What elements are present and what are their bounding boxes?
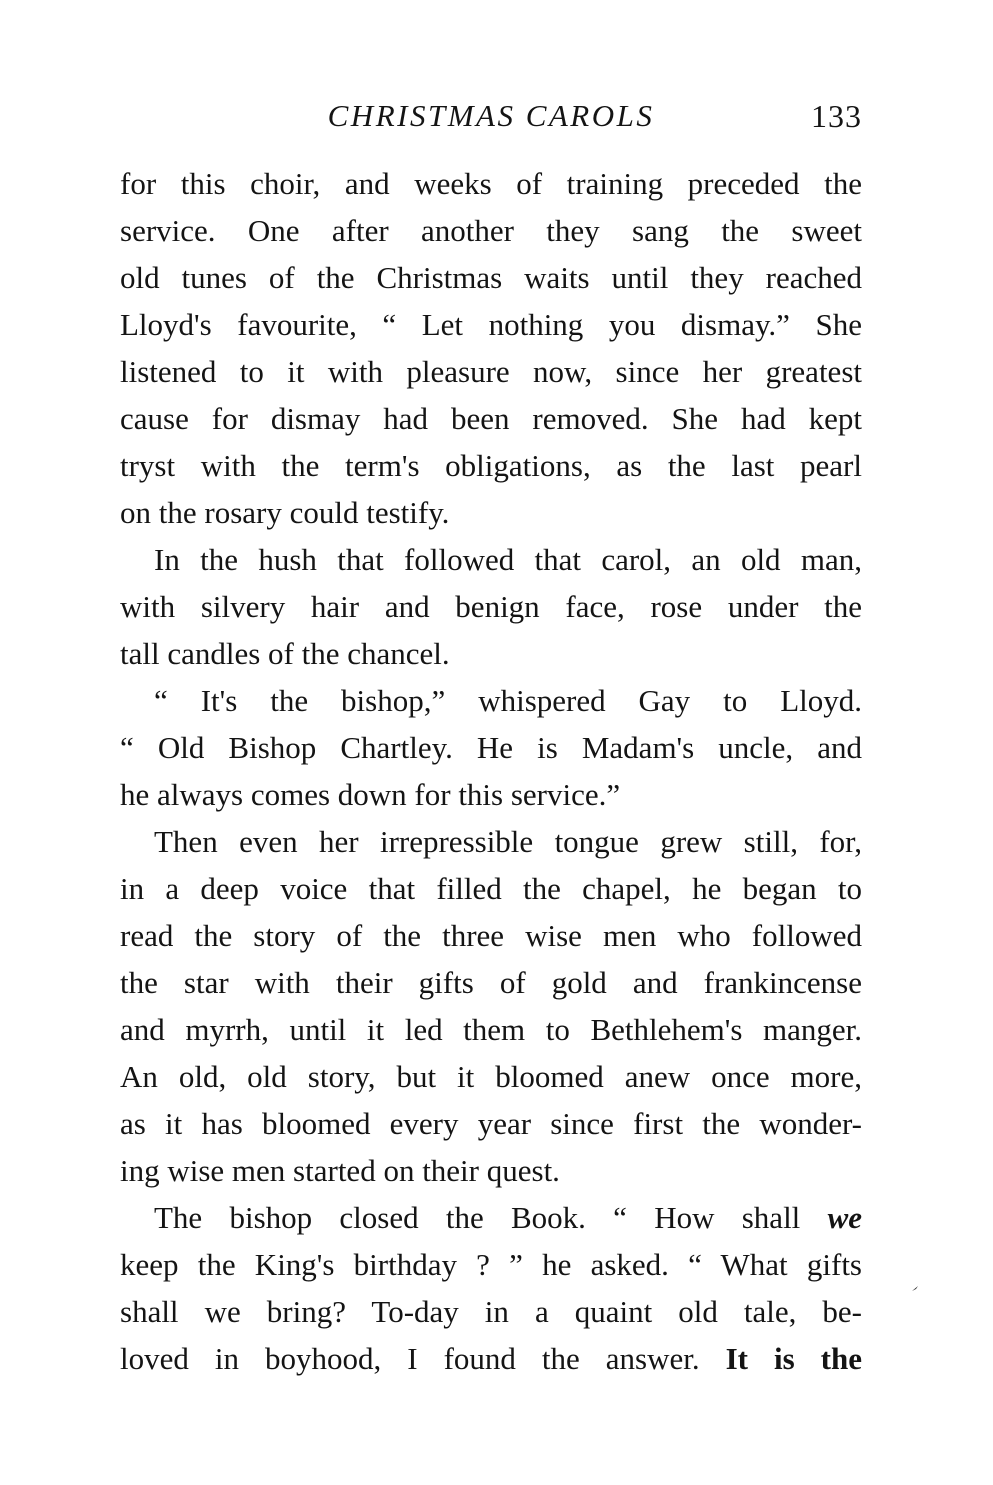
text-run: loved in boyhood, I found the answer. — [120, 1341, 726, 1376]
paragraph — [120, 1194, 862, 1382]
page-number: 133 — [811, 98, 862, 134]
paragraph — [120, 677, 862, 818]
text-line: Then even her irrepressible tongue grew still, for, — [154, 824, 862, 859]
text-run: The bishop closed the Book. “ How shall — [154, 1200, 828, 1235]
body-text — [120, 160, 862, 1382]
emphasized-word: we — [827, 1200, 862, 1235]
text-line: Lloyd's favourite, “ Let nothing you dismay.” She — [120, 307, 862, 342]
text-line: read the story of the three wise men who followed — [120, 918, 862, 953]
paragraph — [120, 536, 862, 677]
text-line: listened to it with pleasure now, since her greatest — [120, 354, 862, 389]
text-line: “ It's the bishop,” whispered Gay to Lloyd. — [154, 683, 862, 718]
text-line: old tunes of the Christmas waits until they reached — [120, 260, 862, 295]
text-line: shall we bring? To-day in a quaint old tale, be- — [120, 1294, 862, 1329]
text-line: he always comes down for this service.” — [120, 777, 621, 812]
text-line: service. One after another they sang the sweet — [120, 213, 862, 248]
text-line: cause for dismay had been removed. She had kept — [120, 401, 862, 436]
text-line: tryst with the term's obligations, as the last pearl — [120, 448, 862, 483]
paragraph — [120, 160, 862, 536]
text-line — [120, 1194, 862, 1241]
text-line: on the rosary could testify. — [120, 495, 450, 530]
text-line: ing wise men started on their quest. — [120, 1153, 560, 1188]
paragraph — [120, 818, 862, 1194]
text-line: “ Old Bishop Chartley. He is Madam's uncle, and — [120, 730, 862, 765]
text-line: tall candles of the chancel. — [120, 636, 450, 671]
running-title: CHRISTMAS CAROLS — [327, 98, 655, 133]
text-line: In the hush that followed that carol, an old man, — [154, 542, 862, 577]
text-line: and myrrh, until it led them to Bethlehem's manger. — [120, 1012, 862, 1047]
running-head — [120, 92, 862, 136]
text-line: An old, old story, but it bloomed anew once more, — [120, 1059, 862, 1094]
bold-run: It is the — [725, 1341, 863, 1376]
ink-speck-icon — [910, 1283, 920, 1293]
text-line: as it has bloomed every year since first the wonder- — [120, 1106, 862, 1141]
text-line: keep the King's birthday ? ” he asked. “ What gifts — [120, 1247, 862, 1282]
text-line: the star with their gifts of gold and frankincense — [120, 965, 862, 1000]
text-line — [120, 1335, 862, 1382]
text-line: with silvery hair and benign face, rose under the — [120, 589, 862, 624]
text-line: for this choir, and weeks of training preceded the — [120, 166, 862, 201]
text-line: in a deep voice that filled the chapel, he began to — [120, 871, 862, 906]
